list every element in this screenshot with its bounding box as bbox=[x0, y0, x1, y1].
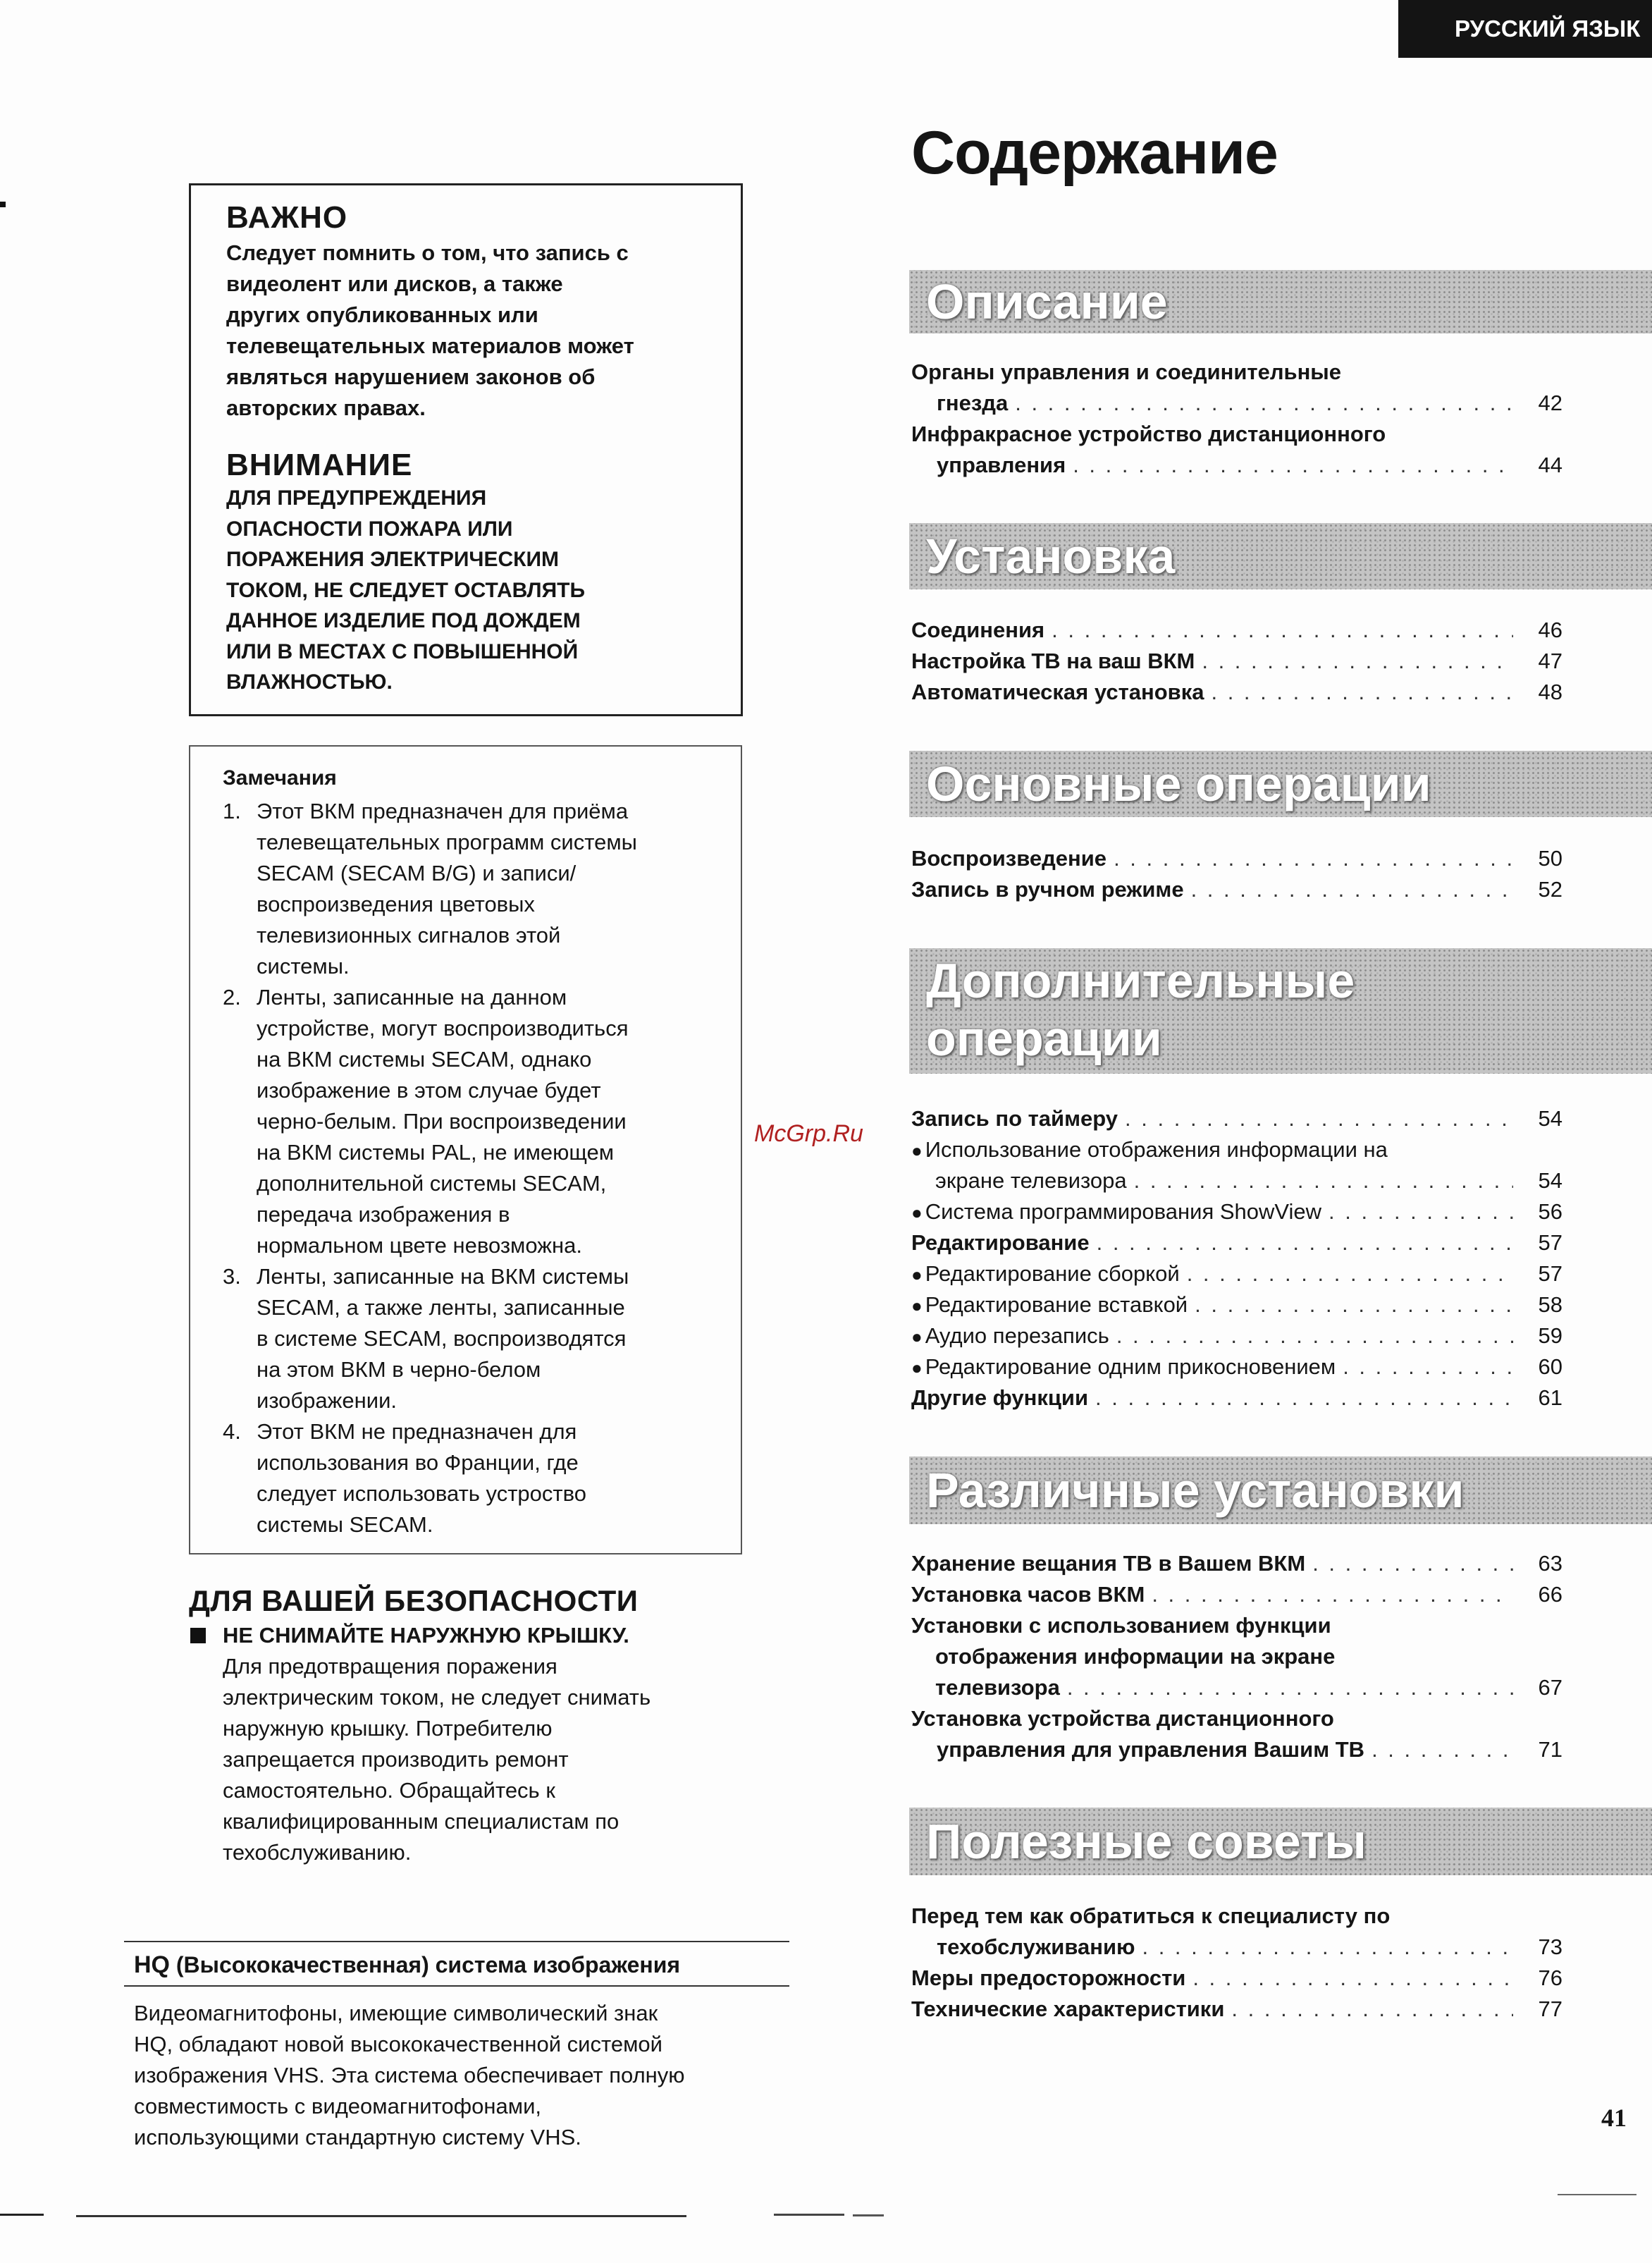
leader-dots bbox=[1371, 1734, 1513, 1765]
toc-page: 54 bbox=[1538, 1106, 1562, 1131]
safety-line: квалифицированным специалистам по bbox=[223, 1809, 620, 1834]
toc-entry bbox=[911, 1103, 1562, 1134]
toc-label bbox=[911, 1258, 1180, 1290]
warning-line: ИЛИ В МЕСТАХ С ПОВЫШЕННОЙ bbox=[226, 639, 579, 663]
note-line: Ленты, записанные на ВКМ системы bbox=[257, 1264, 629, 1289]
scan-edge-line bbox=[76, 2215, 686, 2217]
important-line: авторских правах. bbox=[226, 395, 426, 420]
toc-label-text: Аудио перезапись bbox=[925, 1323, 1109, 1348]
important-title: ВАЖНО bbox=[226, 200, 348, 235]
notes-box bbox=[189, 745, 742, 1554]
toc-entry: Перед тем как обратиться к специалисту по bbox=[911, 1903, 1391, 1928]
note-line: в системе SECAM, воспроизводятся bbox=[257, 1326, 627, 1351]
toc-entry bbox=[911, 1382, 1562, 1413]
note-line: системы SECAM. bbox=[257, 1512, 433, 1537]
toc-entry bbox=[911, 1134, 1388, 1166]
section-title: Описание bbox=[926, 274, 1168, 329]
toc-page: 63 bbox=[1538, 1551, 1562, 1576]
hq-line: совместимость с видеомагнитофонами, bbox=[134, 2094, 541, 2118]
safety-line: самостоятельно. Обращайтесь к bbox=[223, 1778, 555, 1803]
note-line: черно-белым. При воспроизведении bbox=[257, 1109, 627, 1134]
note-line: воспроизведения цветовых bbox=[257, 892, 535, 916]
toc-label: Использование отображения информации на bbox=[925, 1137, 1388, 1162]
warning-line: ОПАСНОСТИ ПОЖАРА ИЛИ bbox=[226, 517, 513, 541]
scan-edge-line bbox=[0, 2214, 44, 2216]
toc-page: 56 bbox=[1538, 1199, 1562, 1224]
leader-dots bbox=[1125, 1103, 1513, 1134]
note-line: нормальном цвете невозможна. bbox=[257, 1233, 582, 1258]
important-line: телевещательных материалов может bbox=[226, 333, 634, 358]
note-line: на ВКМ системы PAL, не имеющем bbox=[257, 1140, 615, 1165]
toc-page: 57 bbox=[1538, 1230, 1562, 1255]
note-line: Этот ВКМ предназначен для приёма bbox=[257, 799, 629, 823]
toc-label: экране телевизора bbox=[935, 1168, 1127, 1193]
bullet-icon: ● bbox=[911, 1357, 923, 1378]
toc-entry bbox=[911, 1963, 1562, 1994]
toc-label: техобслуживанию bbox=[937, 1934, 1135, 1959]
toc-entry bbox=[911, 1320, 1562, 1352]
toc-entry bbox=[911, 1227, 1562, 1258]
note-line: дополнительной системы SECAM, bbox=[257, 1171, 607, 1196]
toc-label: Хранение вещания ТВ в Вашем ВКМ bbox=[911, 1551, 1306, 1576]
toc-label-text: Редактирование вставкой bbox=[925, 1292, 1188, 1317]
toc-page: 59 bbox=[1538, 1323, 1562, 1348]
leader-dots bbox=[1114, 843, 1513, 874]
language-tab: РУССКИЙ ЯЗЫК bbox=[1398, 0, 1652, 58]
leader-dots bbox=[1187, 1258, 1513, 1289]
note-line: следует использовать устроство bbox=[257, 1481, 586, 1506]
toc-entry bbox=[911, 1196, 1562, 1228]
leader-dots bbox=[1052, 615, 1513, 646]
important-box bbox=[189, 183, 743, 716]
safety-line: техобслуживанию. bbox=[223, 1840, 412, 1865]
toc-label bbox=[911, 1289, 1188, 1321]
important-line: других опубликованных или bbox=[226, 302, 538, 327]
safety-subtitle bbox=[189, 1620, 753, 1651]
toc-label: Меры предосторожности bbox=[911, 1965, 1186, 1990]
toc-label-text: Система программирования ShowView bbox=[925, 1199, 1322, 1224]
toc-entry bbox=[911, 1258, 1562, 1290]
toc-page: 42 bbox=[1538, 391, 1562, 415]
bullet-icon: ● bbox=[911, 1140, 923, 1161]
leader-dots bbox=[1192, 1963, 1513, 1994]
note-number: 2. bbox=[223, 985, 241, 1010]
note-item bbox=[223, 1416, 741, 1447]
toc-entry: Установки с использованием функции bbox=[911, 1613, 1331, 1638]
leader-dots bbox=[1195, 1289, 1513, 1320]
square-bullet-icon bbox=[190, 1628, 206, 1643]
safety-line: запрещается производить ремонт bbox=[223, 1747, 569, 1772]
leader-dots bbox=[1231, 1994, 1513, 2025]
toc-label: Технические характеристики bbox=[911, 1997, 1225, 2021]
section-title: операции bbox=[926, 1011, 1162, 1066]
toc-label: Запись в ручном режиме bbox=[911, 877, 1184, 902]
toc-label bbox=[911, 1320, 1109, 1352]
note-line: телевещательных программ системы bbox=[257, 830, 637, 854]
section-band-setup bbox=[909, 523, 1652, 589]
note-line: Этот ВКМ не предназначен для bbox=[257, 1419, 577, 1444]
toc-label: Настройка ТВ на ваш ВКМ bbox=[911, 649, 1195, 673]
leader-dots bbox=[1312, 1548, 1513, 1579]
toc-entry bbox=[911, 1994, 1562, 2025]
toc-label: управления bbox=[937, 453, 1066, 477]
warning-line: ДАННОЕ ИЗДЕЛИЕ ПОД ДОЖДЕМ bbox=[226, 609, 581, 632]
toc-label: телевизора bbox=[935, 1675, 1060, 1700]
toc-entry bbox=[911, 874, 1562, 905]
toc-label: Другие функции bbox=[911, 1385, 1089, 1410]
page-title: Содержание bbox=[911, 119, 1278, 187]
note-item bbox=[223, 796, 741, 827]
toc-label: Воспроизведение bbox=[911, 846, 1107, 871]
toc-label bbox=[911, 1196, 1321, 1228]
toc-entry bbox=[911, 1289, 1562, 1321]
toc-page: 71 bbox=[1538, 1737, 1562, 1762]
leader-dots bbox=[1142, 1932, 1513, 1963]
toc-label: Установка часов ВКМ bbox=[911, 1582, 1145, 1607]
section-title: Установка bbox=[926, 529, 1176, 584]
toc-page: 52 bbox=[1538, 877, 1562, 902]
leader-dots bbox=[1134, 1165, 1513, 1196]
toc-page: 67 bbox=[1538, 1675, 1562, 1700]
divider bbox=[124, 1985, 789, 1987]
note-line: системы. bbox=[257, 954, 350, 979]
leader-dots bbox=[1095, 1382, 1513, 1413]
toc-page: 73 bbox=[1538, 1934, 1562, 1959]
leader-dots bbox=[1067, 1672, 1513, 1703]
leader-dots bbox=[1343, 1351, 1513, 1382]
toc-label: гнезда bbox=[937, 391, 1009, 415]
bullet-icon: ● bbox=[911, 1295, 923, 1316]
toc-entry bbox=[911, 1351, 1562, 1383]
note-number: 1. bbox=[223, 799, 241, 823]
toc-label: Запись по таймеру bbox=[911, 1106, 1118, 1131]
hq-abbr: HQ bbox=[134, 1951, 170, 1978]
leader-dots bbox=[1073, 450, 1513, 481]
toc-entry bbox=[911, 1734, 1562, 1765]
warning-title: ВНИМАНИЕ bbox=[226, 448, 413, 482]
leader-dots bbox=[1152, 1579, 1513, 1610]
hq-line: использующими стандартную систему VHS. bbox=[134, 2125, 581, 2149]
leader-dots bbox=[1202, 646, 1513, 677]
toc-page: 47 bbox=[1538, 649, 1562, 673]
section-band-tips bbox=[909, 1808, 1652, 1875]
toc-label: Редактирование bbox=[911, 1230, 1090, 1255]
toc-entry bbox=[911, 646, 1562, 677]
section-band-advanced bbox=[909, 948, 1652, 1074]
hq-text bbox=[134, 1998, 789, 2153]
toc-entry bbox=[911, 615, 1562, 646]
note-line: изображении. bbox=[257, 1388, 397, 1413]
toc-entry bbox=[911, 1579, 1562, 1610]
page-number: 41 bbox=[1601, 2104, 1627, 2132]
toc-entry bbox=[911, 450, 1562, 481]
toc-entry bbox=[911, 1548, 1562, 1579]
note-line: передача изображения в bbox=[257, 1202, 510, 1227]
safety-subtitle-text: НЕ СНИМАЙТЕ НАРУЖНУЮ КРЫШКУ. bbox=[223, 1623, 629, 1648]
toc-label bbox=[911, 1351, 1336, 1383]
leader-dots bbox=[1097, 1227, 1513, 1258]
important-line: являться нарушением законов об bbox=[226, 364, 596, 389]
note-number: 4. bbox=[223, 1419, 241, 1444]
note-line: на ВКМ системы SECAM, однако bbox=[257, 1047, 592, 1072]
leader-dots bbox=[1015, 388, 1513, 419]
note-item bbox=[223, 1261, 741, 1292]
warning-line: ПОРАЖЕНИЯ ЭЛЕКТРИЧЕСКИМ bbox=[226, 548, 560, 571]
section-band-settings bbox=[909, 1456, 1652, 1524]
hq-line: HQ, обладают новой высококачественной системой bbox=[134, 2032, 662, 2056]
toc-page: 66 bbox=[1538, 1582, 1562, 1607]
important-line: видеолент или дисков, а также bbox=[226, 271, 563, 296]
toc-label-text: Редактирование сборкой bbox=[925, 1261, 1180, 1286]
toc-entry: Органы управления и соединительные bbox=[911, 360, 1342, 384]
toc-entry bbox=[911, 388, 1562, 419]
note-line: устройстве, могут воспроизводиться bbox=[257, 1016, 629, 1041]
toc-label-text: Редактирование одним прикосновением bbox=[925, 1354, 1336, 1379]
safety-line: электрическим током, не следует снимать bbox=[223, 1685, 651, 1710]
warning-line: ВЛАЖНОСТЬЮ. bbox=[226, 670, 393, 694]
toc-page: 61 bbox=[1538, 1385, 1562, 1410]
toc-page: 44 bbox=[1538, 453, 1562, 477]
important-line: Следует помнить о том, что запись с bbox=[226, 240, 629, 265]
toc-page: 48 bbox=[1538, 680, 1562, 704]
toc-page: 54 bbox=[1538, 1168, 1562, 1193]
bullet-icon: ● bbox=[911, 1202, 923, 1223]
notes-title: Замечания bbox=[223, 766, 337, 790]
leader-dots bbox=[1329, 1196, 1513, 1227]
leader-dots bbox=[1191, 874, 1513, 905]
bullet-icon: ● bbox=[911, 1326, 923, 1347]
toc-page: 57 bbox=[1538, 1261, 1562, 1286]
note-line: SECAM, а также ленты, записанные bbox=[257, 1295, 625, 1320]
leader-dots bbox=[1211, 677, 1513, 708]
toc-page: 60 bbox=[1538, 1354, 1562, 1379]
toc-label: Соединения bbox=[911, 618, 1045, 642]
hq-line: Видеомагнитофоны, имеющие символический знак bbox=[134, 2001, 658, 2025]
bullet-icon: ● bbox=[911, 1264, 923, 1285]
toc-label: управления для управления Вашим ТВ bbox=[937, 1737, 1365, 1762]
toc-page: 58 bbox=[1538, 1292, 1562, 1317]
note-line: Ленты, записанные на данном bbox=[257, 985, 567, 1010]
safety-title: ДЛЯ ВАШЕЙ БЕЗОПАСНОСТИ bbox=[189, 1584, 639, 1617]
toc-entry bbox=[911, 677, 1562, 708]
warning-line: ТОКОМ, НЕ СЛЕДУЕТ ОСТАВЛЯТЬ bbox=[226, 578, 586, 602]
warning-line: ДЛЯ ПРЕДУПРЕЖДЕНИЯ bbox=[226, 486, 487, 510]
section-title: Дополнительные bbox=[926, 953, 1355, 1008]
safety-section bbox=[189, 1582, 753, 1868]
divider bbox=[124, 1941, 789, 1942]
note-line: использования во Франции, где bbox=[257, 1450, 579, 1475]
watermark: McGrp.Ru bbox=[754, 1120, 863, 1147]
section-band-description bbox=[909, 270, 1652, 333]
toc-page: 50 bbox=[1538, 846, 1562, 871]
note-line: на этом ВКМ в черно-белом bbox=[257, 1357, 541, 1382]
toc-entry: отображения информации на экране bbox=[935, 1644, 1336, 1669]
hq-title-text: (Высококачественная) система изображения bbox=[170, 1952, 681, 1977]
toc-entry bbox=[911, 1165, 1562, 1196]
toc-entry: Установка устройства дистанционного bbox=[911, 1706, 1334, 1731]
toc-page: 76 bbox=[1538, 1965, 1562, 1990]
toc-entry bbox=[911, 1672, 1562, 1703]
note-line: изображение в этом случае будет bbox=[257, 1078, 601, 1103]
hq-line: изображения VHS. Эта система обеспечивает полную bbox=[134, 2063, 685, 2087]
scan-edge-line bbox=[1558, 2194, 1636, 2195]
note-line: телевизионных сигналов этой bbox=[257, 923, 561, 947]
toc-page: 46 bbox=[1538, 618, 1562, 642]
notes-list bbox=[223, 796, 741, 1540]
safety-line: Для предотвращения поражения bbox=[223, 1654, 557, 1679]
toc-page: 77 bbox=[1538, 1997, 1562, 2021]
toc-label: Автоматическая установка bbox=[911, 680, 1204, 704]
section-title: Полезные советы bbox=[926, 1814, 1367, 1869]
section-title: Различные установки bbox=[926, 1463, 1465, 1518]
leader-dots bbox=[1116, 1320, 1513, 1351]
toc-entry bbox=[911, 1932, 1562, 1963]
toc-entry: Инфракрасное устройство дистанционного bbox=[911, 422, 1386, 446]
section-title: Основные операции bbox=[926, 756, 1431, 811]
note-number: 3. bbox=[223, 1264, 241, 1289]
hq-title bbox=[134, 1947, 680, 1982]
toc-entry bbox=[911, 843, 1562, 874]
scan-edge-line bbox=[853, 2214, 884, 2216]
margin-mark bbox=[0, 202, 6, 207]
section-band-basic bbox=[909, 751, 1652, 817]
scan-edge-line bbox=[774, 2214, 844, 2216]
safety-line: наружную крышку. Потребителю bbox=[223, 1716, 553, 1741]
note-line: SECAM (SECAM B/G) и записи/ bbox=[257, 861, 577, 885]
note-item bbox=[223, 982, 741, 1013]
